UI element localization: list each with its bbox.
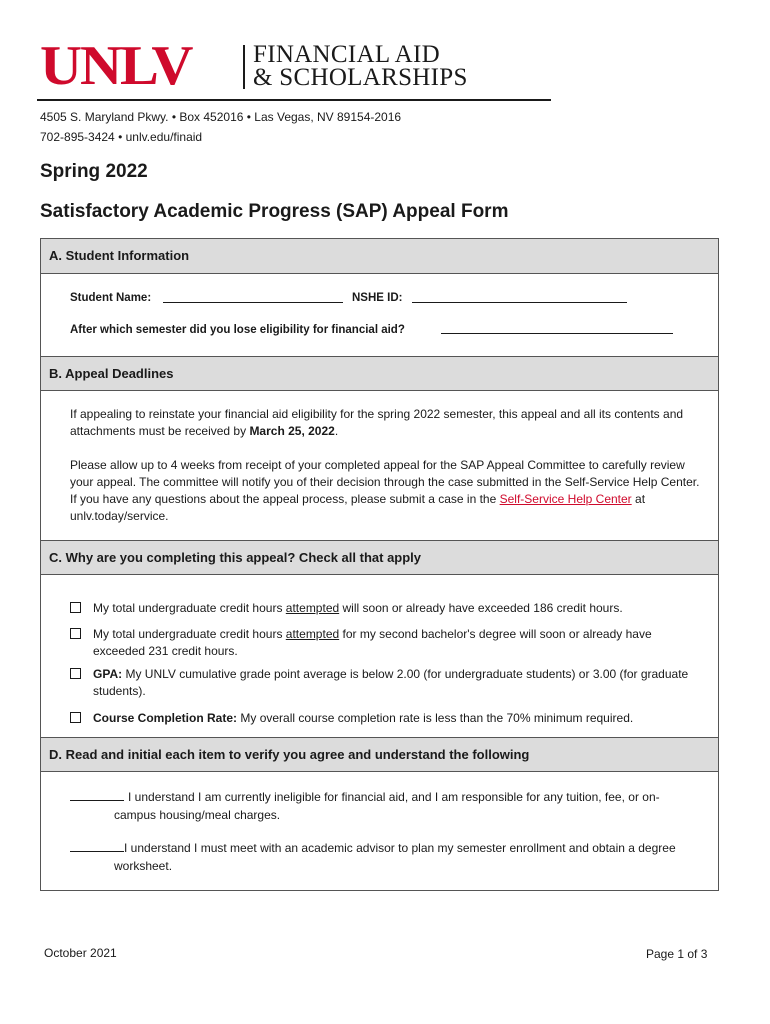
address-line-1: 4505 S. Maryland Pkwy. • Box 452016 • Las Vegas, NV 89154-2016 bbox=[40, 110, 402, 124]
agreement-1-line-1: I understand I am currently ineligible for financial aid, and I am responsible for any tuition, fee, or on- bbox=[128, 790, 660, 804]
nshe-id-field[interactable] bbox=[412, 302, 627, 303]
student-name-label: Student Name: bbox=[70, 292, 152, 304]
section-d-heading: D. Read and initial each item to verify you agree and understand the following bbox=[41, 737, 718, 772]
section-a-heading: A. Student Information bbox=[41, 239, 718, 274]
header-rule bbox=[37, 99, 551, 101]
address-line-2: 702-895-3424 • unlv.edu/finaid bbox=[40, 130, 203, 144]
agreement-1-line-2: campus housing/meal charges. bbox=[114, 808, 281, 822]
semester-field[interactable] bbox=[441, 333, 673, 334]
review-text: Please allow up to 4 weeks from receipt of your completed appeal for the SAP Appeal Committee to carefully review your appeal. The committee will notify you of their decision through the case submitted in the Self-Service Help Center. If you have any questions about the appeal process, please submit a case in the bbox=[70, 458, 700, 506]
reason-checkbox-186-hours[interactable] bbox=[70, 602, 81, 613]
reason-item: My total undergraduate credit hours attempted for my second bachelor's degree will soon or already have exceeded 231 credit hours. bbox=[70, 626, 700, 660]
deadline-date: March 25, 2022 bbox=[249, 424, 335, 438]
section-c-heading: C. Why are you completing this appeal? Check all that apply bbox=[41, 540, 718, 575]
reason-item: Course Completion Rate: My overall course completion rate is less than the 70% minimum required. bbox=[70, 710, 700, 727]
logo-department bbox=[253, 43, 468, 89]
reason-item: My total undergraduate credit hours attempted will soon or already have exceeded 186 credit hours. bbox=[70, 600, 700, 617]
initials-field-1[interactable] bbox=[70, 800, 124, 801]
footer-date: October 2021 bbox=[44, 946, 117, 960]
student-name-field[interactable] bbox=[163, 302, 343, 303]
logo-wordmark: UNLV bbox=[40, 35, 192, 97]
deadline-paragraph bbox=[70, 406, 700, 440]
logo-line-2: & SCHOLARSHIPS bbox=[253, 64, 468, 91]
self-service-help-center-link[interactable]: Self-Service Help Center bbox=[499, 492, 632, 506]
agreement-2-line-1: I understand I must meet with an academic advisor to plan my semester enrollment and obtain a degree bbox=[124, 841, 676, 855]
page-number: Page 1 of 3 bbox=[646, 947, 708, 961]
logo-divider bbox=[243, 45, 245, 89]
reason-checkbox-231-hours[interactable] bbox=[70, 628, 81, 639]
reason-item: GPA: My UNLV cumulative grade point average is below 2.00 (for undergraduate students) or 3.00 (for graduate students). bbox=[70, 666, 700, 700]
reason-checkbox-completion-rate[interactable] bbox=[70, 712, 81, 723]
nshe-id-label: NSHE ID: bbox=[352, 292, 403, 304]
deadline-end: . bbox=[334, 424, 339, 438]
term-heading: Spring 2022 bbox=[40, 161, 148, 182]
review-end: at unlv.today/service. bbox=[70, 492, 646, 523]
review-paragraph bbox=[70, 457, 700, 525]
reason-checkbox-gpa[interactable] bbox=[70, 668, 81, 679]
unlv-logo bbox=[40, 35, 468, 97]
initials-field-2[interactable] bbox=[70, 851, 124, 852]
page-title: Satisfactory Academic Progress (SAP) Appeal Form bbox=[40, 201, 509, 222]
semester-label: After which semester did you lose eligibility for financial aid? bbox=[70, 324, 405, 336]
agreement-2-line-2: worksheet. bbox=[114, 859, 173, 873]
section-b-heading: B. Appeal Deadlines bbox=[41, 356, 718, 391]
logo-line-1: FINANCIAL AID bbox=[253, 41, 440, 68]
deadline-text: If appealing to reinstate your financial aid eligibility for the spring 2022 semester, this appeal and all its contents and attachments must be received by bbox=[70, 407, 684, 438]
appeal-form bbox=[40, 238, 719, 891]
